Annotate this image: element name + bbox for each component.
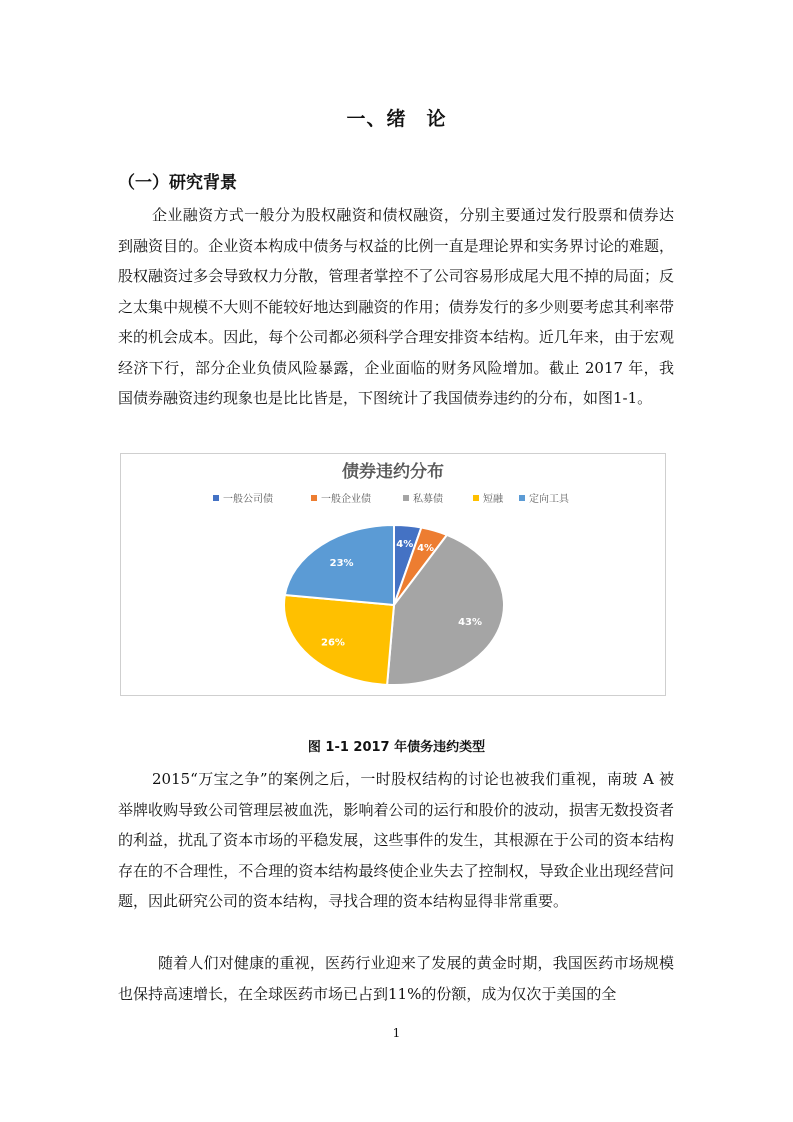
legend-entry	[473, 492, 504, 505]
pie-slices	[284, 525, 504, 685]
legend-swatch	[473, 495, 479, 501]
chart-legend	[213, 492, 570, 505]
pie-chart	[121, 454, 665, 695]
pie-data-label: 43%	[458, 617, 483, 629]
legend-swatch	[213, 495, 219, 501]
figure-caption: 图 1-1 2017 年债务违约类型	[307, 740, 486, 755]
legend-entry	[519, 492, 570, 505]
legend-swatch	[519, 495, 525, 501]
legend-entry	[213, 492, 273, 505]
legend-swatch	[403, 495, 409, 501]
legend-label: 私募债	[413, 494, 443, 505]
legend-swatch	[311, 495, 317, 501]
pie-data-label: 23%	[329, 557, 354, 569]
chapter-heading: 一、绪 论	[346, 108, 447, 130]
legend-entry	[403, 492, 443, 505]
paragraph-1: 企业融资方式一般分为股权融资和债权融资，分别主要通过发行股票和债券达到融资目的。企业资本构成中债务与权益的比例一直是理论界和实务界讨论的难题，股权融资过多会导致权力分散，管理者掌控不了公司容易形成尾大甩不掉的局面；反之太集中规模不大则不能较好地达到融资的作用；债券发行的多少则要考虑其利率带来的机会成本。因此，每个公司都必须科学合理安排资本结构。近几年来，由于宏观经济下行，部分企业负债风险暴露，企业面临的财务风险增加。截止 2017 年，我国债券融资违约现象也是比比皆是，下图统计了我国债券违约的分布，如图1-1。	[118, 206, 674, 407]
section-heading: （一）研究背景	[118, 173, 237, 193]
paragraph-3: 随着人们对健康的重视，医药行业迎来了发展的黄金时期，我国医药市场规模也保持高速增长，在全球医药市场已占到11%的份额，成为仅次于美国的全	[118, 954, 674, 1003]
pie-chart-frame	[120, 453, 666, 696]
pie-data-label: 4%	[396, 539, 414, 551]
pie-data-label: 26%	[321, 637, 345, 649]
paragraph-2: 2015“万宝之争”的案例之后，一时股权结构的讨论也被我们重视，南玻 A 被举牌收购导致公司管理层被血洗，影响着公司的运行和股价的波动，损害无数投资者的利益，扰乱了资本市场的平稳发展，这些事件的发生，其根源在于公司的资本结构存在的不合理性，不合理的资本结构最终使企业失去了控制权，导致企业出现经营问题，因此研究公司的资本结构，寻找合理的资本结构显得非常重要。	[118, 770, 674, 910]
legend-label: 一般企业债	[321, 494, 371, 505]
chart-title: 债券违约分布	[342, 462, 444, 482]
legend-entry	[311, 492, 371, 505]
legend-label: 一般公司债	[223, 494, 273, 505]
page-number: 1	[392, 1026, 401, 1040]
pie-data-label: 4%	[417, 542, 435, 554]
legend-label: 定向工具	[529, 494, 569, 505]
legend-label: 短融	[483, 494, 503, 505]
